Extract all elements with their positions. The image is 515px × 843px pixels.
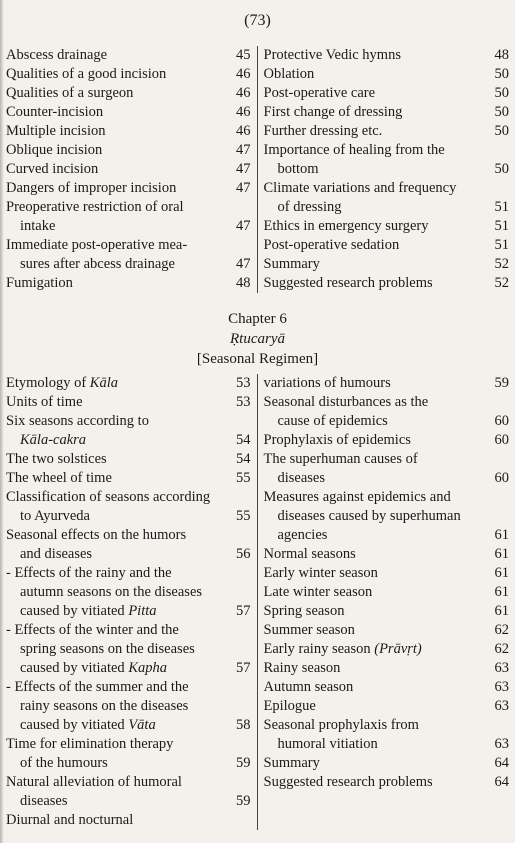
toc-entry-page: 56 xyxy=(236,546,251,562)
toc-entry-line: Natural alleviation of humoral xyxy=(6,774,182,790)
toc-entry-line: autumn seasons on the diseases xyxy=(20,584,203,600)
toc-entry-title xyxy=(264,431,488,450)
toc-entry-page: 63 xyxy=(494,660,509,676)
toc-entry-line: Abscess drainage xyxy=(6,47,108,63)
toc-entry-line: First change of dressing xyxy=(263,104,403,120)
toc-entry-page: 57 xyxy=(236,660,251,676)
toc-entry-title xyxy=(264,65,488,84)
toc-entry xyxy=(264,659,510,678)
toc-entry-page: 59 xyxy=(494,375,509,391)
toc-entry-line: Summary xyxy=(263,755,320,771)
toc-entry xyxy=(264,393,510,431)
toc-column-left xyxy=(6,46,258,293)
toc-entry-page: 61 xyxy=(494,546,509,562)
toc-entry-page: 47 xyxy=(236,142,251,158)
toc-entry-title xyxy=(264,179,488,217)
toc-entry-page: 63 xyxy=(494,679,509,695)
toc-entry xyxy=(264,678,510,697)
toc-entry-title xyxy=(6,450,229,469)
toc-entry-page: 55 xyxy=(236,470,251,486)
toc-entry xyxy=(6,84,251,103)
toc-entry-line: Units of time xyxy=(6,394,83,410)
toc-entry-line: Etymology of Kāla xyxy=(6,375,118,391)
toc-entry-line: Climate variations and frequency xyxy=(263,180,457,196)
toc-entry-line: of dressing xyxy=(277,199,342,215)
toc-entry-page: 60 xyxy=(494,413,509,429)
toc-entry-title xyxy=(264,122,488,141)
page-edge-shadow xyxy=(0,0,4,843)
toc-entry-title xyxy=(264,236,488,255)
toc-entry-title xyxy=(264,488,488,545)
toc-entry-title xyxy=(264,773,488,792)
toc-entry-page: 60 xyxy=(494,470,509,486)
toc-entry-line: Dangers of improper incision xyxy=(6,180,177,196)
toc-entry-title xyxy=(6,274,229,293)
toc-entry xyxy=(6,65,251,84)
toc-entry-line: Protective Vedic hymns xyxy=(263,47,401,63)
toc-entry-page: 52 xyxy=(494,275,509,291)
toc-entry xyxy=(264,697,510,716)
toc-entry-page: 55 xyxy=(236,508,251,524)
toc-entry-title xyxy=(264,374,488,393)
toc-entry-title xyxy=(264,640,488,659)
toc-entry xyxy=(6,393,251,412)
toc-entry-line: Seasonal prophylaxis from xyxy=(263,717,419,733)
toc-entry-title xyxy=(264,217,488,236)
toc-entry-title xyxy=(264,678,488,697)
toc-entry-line: Multiple incision xyxy=(6,123,106,139)
toc-entry xyxy=(6,678,251,735)
toc-entry-title xyxy=(264,255,488,274)
toc-entry-line: - Effects of the summer and the xyxy=(6,679,189,695)
toc-entry-page: 64 xyxy=(494,755,509,771)
chapter-title: Ṛtucaryā xyxy=(230,331,285,347)
toc-entry-title xyxy=(6,488,229,526)
toc-entry-line: The superhuman causes of xyxy=(263,451,418,467)
toc-entry-page: 61 xyxy=(494,584,509,600)
toc-entry-page: 46 xyxy=(236,123,251,139)
toc-entry-line: Counter-incision xyxy=(6,104,104,120)
toc-entry xyxy=(264,255,510,274)
toc-entry-title xyxy=(6,160,229,179)
toc-entry-title xyxy=(264,564,488,583)
toc-entry-page: 46 xyxy=(236,104,251,120)
toc-entry-line: Early winter season xyxy=(263,565,378,581)
toc-entry-title xyxy=(6,811,229,830)
toc-entry-line: of the humours xyxy=(20,755,108,771)
toc-entry-line: Spring season xyxy=(263,603,345,619)
toc-entry-line: Post-operative care xyxy=(263,85,376,101)
toc-entry-line: Suggested research problems xyxy=(263,275,433,291)
toc-entry-title xyxy=(264,141,488,179)
toc-entry xyxy=(6,374,251,393)
toc-entry-page: 53 xyxy=(236,394,251,410)
toc-entry-page: 60 xyxy=(494,432,509,448)
toc-entry xyxy=(6,103,251,122)
toc-entry-line: Normal seasons xyxy=(263,546,356,562)
toc-entry xyxy=(264,103,510,122)
toc-entry-line: Seasonal effects on the humors xyxy=(6,527,187,543)
toc-section-top xyxy=(6,46,509,293)
toc-entry-page: 61 xyxy=(494,565,509,581)
toc-entry-page: 63 xyxy=(494,736,509,752)
toc-entry-page: 63 xyxy=(494,698,509,714)
toc-entry-line: to Ayurveda xyxy=(20,508,90,524)
toc-entry xyxy=(264,374,510,393)
toc-entry xyxy=(6,450,251,469)
toc-entry-page: 48 xyxy=(494,47,509,63)
toc-entry-title xyxy=(264,274,488,293)
toc-entry-title xyxy=(6,236,229,274)
toc-entry-page: 54 xyxy=(236,432,251,448)
toc-entry xyxy=(264,431,510,450)
toc-entry-title xyxy=(264,754,488,773)
toc-entry-line: Epilogue xyxy=(263,698,316,714)
toc-entry-page: 47 xyxy=(236,180,251,196)
toc-entry-page: 53 xyxy=(236,375,251,391)
toc-entry-line: agencies xyxy=(277,527,328,543)
toc-entry-title xyxy=(6,393,229,412)
toc-entry-title xyxy=(6,469,229,488)
toc-column-right xyxy=(258,46,510,293)
toc-entry xyxy=(6,236,251,274)
toc-entry xyxy=(6,621,251,678)
toc-entry-line: - Effects of the winter and the xyxy=(6,622,179,638)
toc-entry-page: 51 xyxy=(494,237,509,253)
toc-entry-page: 57 xyxy=(236,603,251,619)
toc-entry-title xyxy=(6,678,229,735)
toc-entry xyxy=(264,122,510,141)
toc-entry-line: Suggested research problems xyxy=(263,774,433,790)
toc-entry-line: Kāla-cakra xyxy=(20,432,87,448)
chapter-subtitle: [Seasonal Regimen] xyxy=(196,351,319,367)
toc-entry-page: 51 xyxy=(494,199,509,215)
toc-entry-title xyxy=(6,65,229,84)
toc-entry xyxy=(6,412,251,450)
toc-entry-line: Importance of healing from the xyxy=(263,142,445,158)
toc-entry-line: Further dressing etc. xyxy=(263,123,383,139)
toc-entry xyxy=(264,488,510,545)
toc-entry-title xyxy=(264,697,488,716)
toc-entry xyxy=(6,773,251,811)
toc-entry-page: 50 xyxy=(494,66,509,82)
toc-entry-title xyxy=(264,659,488,678)
toc-entry xyxy=(6,122,251,141)
toc-entry-page: 50 xyxy=(494,161,509,177)
toc-entry-page: 58 xyxy=(236,717,251,733)
toc-entry-title xyxy=(6,84,229,103)
toc-entry-line: Curved incision xyxy=(6,161,99,177)
toc-entry xyxy=(264,564,510,583)
toc-entry xyxy=(264,274,510,293)
toc-entry-line: The two solstices xyxy=(6,451,107,467)
toc-entry xyxy=(6,564,251,621)
toc-entry xyxy=(264,583,510,602)
toc-entry-line: diseases caused by superhuman xyxy=(277,508,461,524)
toc-entry xyxy=(6,811,251,830)
toc-entry xyxy=(264,236,510,255)
toc-entry xyxy=(6,526,251,564)
toc-entry-line: Preoperative restriction of oral xyxy=(6,199,184,215)
toc-entry-line: caused by vitiated Pitta xyxy=(20,603,157,619)
toc-entry-page: 46 xyxy=(236,85,251,101)
chapter-number: Chapter 6 xyxy=(228,311,287,327)
toc-entry-line: and diseases xyxy=(20,546,93,562)
toc-entry xyxy=(264,640,510,659)
toc-entry-line: Prophylaxis of epidemics xyxy=(263,432,411,448)
page-number: (73) xyxy=(244,12,271,29)
toc-entry xyxy=(264,141,510,179)
toc-entry-title xyxy=(6,526,229,564)
toc-entry-title xyxy=(264,450,488,488)
toc-entry xyxy=(264,217,510,236)
toc-entry-line: Ethics in emergency surgery xyxy=(263,218,429,234)
toc-entry xyxy=(264,754,510,773)
toc-entry-line: Qualities of a surgeon xyxy=(6,85,134,101)
toc-entry-line: Autumn season xyxy=(263,679,354,695)
toc-entry-line: cause of epidemics xyxy=(277,413,388,429)
toc-entry-page: 47 xyxy=(236,256,251,272)
toc-entry xyxy=(6,274,251,293)
toc-entry-title xyxy=(6,621,229,678)
toc-entry-page: 47 xyxy=(236,161,251,177)
toc-entry-line: The wheel of time xyxy=(6,470,112,486)
toc-entry-line: Seasonal disturbances as the xyxy=(263,394,429,410)
toc-entry-line: caused by vitiated Vāta xyxy=(20,717,156,733)
toc-column-right xyxy=(258,374,510,830)
toc-entry-title xyxy=(6,179,229,198)
toc-entry-line: spring seasons on the diseases xyxy=(20,641,195,657)
toc-entry-page: 64 xyxy=(494,774,509,790)
toc-entry-title xyxy=(6,564,229,621)
chapter-heading xyxy=(0,309,515,369)
toc-entry-line: sures after abcess drainage xyxy=(20,256,175,272)
toc-entry-page: 47 xyxy=(236,218,251,234)
toc-entry xyxy=(264,179,510,217)
toc-entry-line: Diurnal and nocturnal xyxy=(6,812,134,828)
toc-entry-page: 52 xyxy=(494,256,509,272)
toc-entry-page: 48 xyxy=(236,275,251,291)
toc-entry-line: Six seasons according to xyxy=(6,413,149,429)
toc-entry-page: 59 xyxy=(236,755,251,771)
toc-entry xyxy=(264,65,510,84)
toc-entry-title xyxy=(264,583,488,602)
toc-entry xyxy=(6,469,251,488)
toc-entry-page: 62 xyxy=(494,641,509,657)
toc-entry xyxy=(264,84,510,103)
toc-entry-page: 50 xyxy=(494,85,509,101)
toc-entry-page: 61 xyxy=(494,603,509,619)
toc-entry-title xyxy=(264,103,488,122)
toc-entry-page: 59 xyxy=(236,793,251,809)
toc-entry xyxy=(6,735,251,773)
toc-entry-line: Measures against epidemics and xyxy=(263,489,451,505)
toc-entry-title xyxy=(6,122,229,141)
toc-entry-line: intake xyxy=(20,218,56,234)
toc-entry-page: 62 xyxy=(494,622,509,638)
toc-entry xyxy=(264,716,510,754)
toc-entry-line: Post-operative sedation xyxy=(263,237,400,253)
toc-entry xyxy=(264,46,510,65)
toc-entry xyxy=(6,141,251,160)
toc-entry-page: 51 xyxy=(494,218,509,234)
toc-entry xyxy=(6,160,251,179)
toc-entry-line: Qualities of a good incision xyxy=(6,66,167,82)
toc-entry-line: Summer season xyxy=(263,622,355,638)
toc-entry-line: Late winter season xyxy=(263,584,373,600)
toc-entry xyxy=(264,621,510,640)
toc-column-left xyxy=(6,374,258,830)
toc-entry-line: diseases xyxy=(277,470,326,486)
toc-entry-page: 50 xyxy=(494,123,509,139)
toc-entry-line: bottom xyxy=(277,161,319,177)
toc-entry-title xyxy=(6,103,229,122)
toc-entry-line: Time for elimination therapy xyxy=(6,736,174,752)
toc-entry-line: Rainy season xyxy=(263,660,341,676)
toc-entry xyxy=(264,545,510,564)
toc-entry xyxy=(264,602,510,621)
toc-entry-page: 46 xyxy=(236,66,251,82)
toc-entry-line: Oblique incision xyxy=(6,142,103,158)
toc-entry-title xyxy=(264,545,488,564)
toc-entry-title xyxy=(6,773,229,811)
toc-entry-title xyxy=(264,621,488,640)
toc-entry-title xyxy=(264,46,488,65)
toc-entry-line: Fumigation xyxy=(6,275,73,291)
toc-entry-line: humoral vitiation xyxy=(277,736,378,752)
toc-entry-title xyxy=(264,393,488,431)
toc-entry-line: diseases xyxy=(20,793,68,809)
toc-entry-page: 50 xyxy=(494,104,509,120)
toc-entry-title xyxy=(6,374,229,393)
toc-entry-page: 54 xyxy=(236,451,251,467)
toc-entry xyxy=(6,46,251,65)
toc-entry-title xyxy=(6,141,229,160)
toc-entry-line: caused by vitiated Kapha xyxy=(20,660,167,676)
toc-entry-line: Summary xyxy=(263,256,320,272)
toc-entry-line: Early rainy season (Prāvṛt) xyxy=(263,641,422,657)
toc-entry xyxy=(6,179,251,198)
toc-entry-title xyxy=(6,735,229,773)
toc-entry xyxy=(264,450,510,488)
toc-entry-line: variations of humours xyxy=(263,375,391,391)
toc-entry xyxy=(264,773,510,792)
toc-entry xyxy=(6,488,251,526)
toc-entry-line: rainy seasons on the diseases xyxy=(20,698,189,714)
toc-entry-title xyxy=(264,716,488,754)
toc-entry-page: 45 xyxy=(236,47,251,63)
toc-entry-title xyxy=(264,602,488,621)
toc-entry-line: - Effects of the rainy and the xyxy=(6,565,172,581)
toc-entry-title xyxy=(6,412,229,450)
toc-entry-line: Classification of seasons according xyxy=(6,489,211,505)
toc-entry-title xyxy=(264,84,488,103)
toc-entry xyxy=(6,198,251,236)
toc-entry-title xyxy=(6,46,229,65)
toc-entry-line: Immediate post-operative mea- xyxy=(6,237,188,253)
toc-entry-title xyxy=(6,198,229,236)
toc-section-bottom xyxy=(6,374,509,830)
toc-entry-page: 61 xyxy=(494,527,509,543)
toc-entry-line: Oblation xyxy=(263,66,315,82)
